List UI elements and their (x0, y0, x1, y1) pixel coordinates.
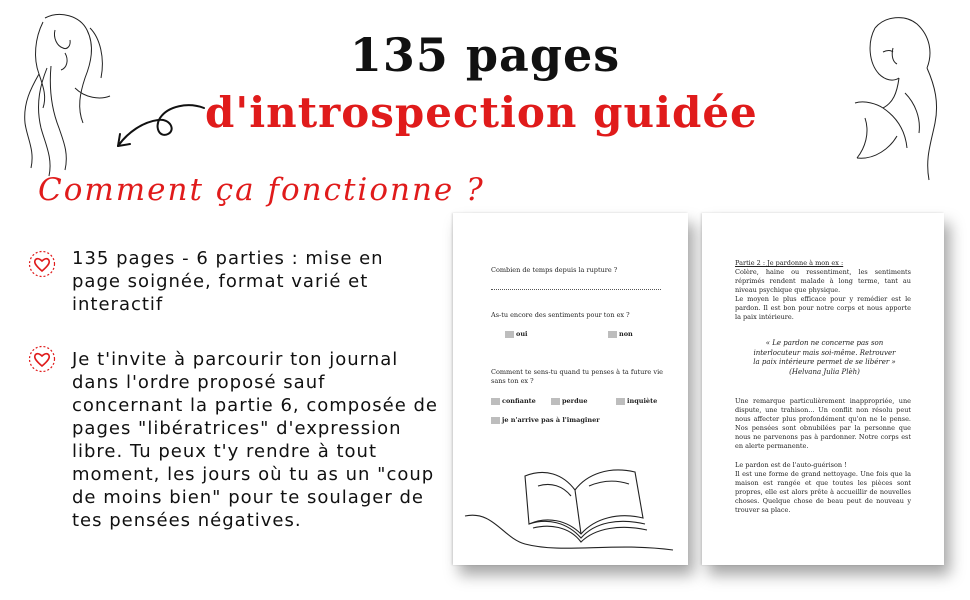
journal-page-left (453, 213, 688, 565)
paragraph-4: Il est une forme de grand nettoyage. Une fois que la maison est rangée et que toutes les pièces sont propres, elle est alors prête à accueillir de nouvelles choses. Quelque chose de beau peut de nouveau y trouver sa place. (735, 470, 911, 514)
question-1: Combien de temps depuis la rupture ? (491, 266, 618, 274)
sub-title: d'introspection guidée (205, 88, 758, 137)
open-book-icon (463, 438, 678, 558)
journal-page-right (702, 213, 944, 565)
heart-icon (28, 345, 56, 373)
checkbox (505, 331, 514, 338)
paragraph-2: Le moyen le plus efficace pour y remédier est le pardon. Il est bon pour notre corps et nous apporte la paix intérieure. (735, 295, 911, 321)
quote: « Le pardon ne concerne pas son interlocuteur mais soi-même. Retrouver la paix intérieure permet de se libérer » (Helvana Julia Plèh) (753, 339, 896, 376)
paragraph-1: Colère, haine ou ressentiment, les sentiments réprimés rendent malade à long terme, tant au niveau psychique que physique. (735, 268, 911, 294)
checkbox (491, 398, 500, 405)
option-oui: oui (505, 330, 528, 339)
paragraph-4-title: Le pardon est de l'auto-guérison ! (735, 461, 847, 469)
answer-line (491, 288, 661, 290)
option-perdue: perdue (551, 397, 588, 406)
option-imagine: je n'arrive pas à l'imaginer (491, 416, 600, 425)
checkbox (616, 398, 625, 405)
option-confiante: confiante (491, 397, 536, 406)
main-title: 135 pages (349, 28, 621, 82)
bullet-text-1: 135 pages - 6 parties : mise en page soignée, format varié et interactif (72, 248, 384, 315)
part-heading: Partie 2 : Je pardonne à mon ex : (735, 259, 844, 267)
option-non: non (608, 330, 633, 339)
paragraph-3: Une remarque particulièrement inappropriée, une dispute, une trahison... Un conflit non résolu peut nous affecter plus profondément qu'on ne le pense. Nos pensées sont obnubilées par la personne que nous ne parvenons pas à pardonner. Notre corps est en alerte permanente. (735, 397, 911, 450)
curly-arrow-icon (108, 100, 208, 155)
bullet-text-2: Je t'invite à parcourir ton journal dans l'ordre proposé sauf concernant la partie 6, composée de pages "libératrices" d'expression libre. Tu peux t'y rendre à tout moment, les jours où tu as un "coup de moins bien" pour te soulager de tes pensées négatives. (72, 349, 438, 531)
checkbox (551, 398, 560, 405)
how-it-works-heading: Comment ça fonctionne ? (38, 172, 485, 208)
heart-icon (28, 250, 56, 278)
question-3: Comment te sens-tu quand tu penses à ta future vie sans ton ex ? (491, 368, 663, 385)
question-2: As-tu encore des sentiments pour ton ex ? (491, 311, 630, 319)
checkbox (608, 331, 617, 338)
checkbox (491, 417, 500, 424)
option-inquiete: inquiète (616, 397, 657, 406)
